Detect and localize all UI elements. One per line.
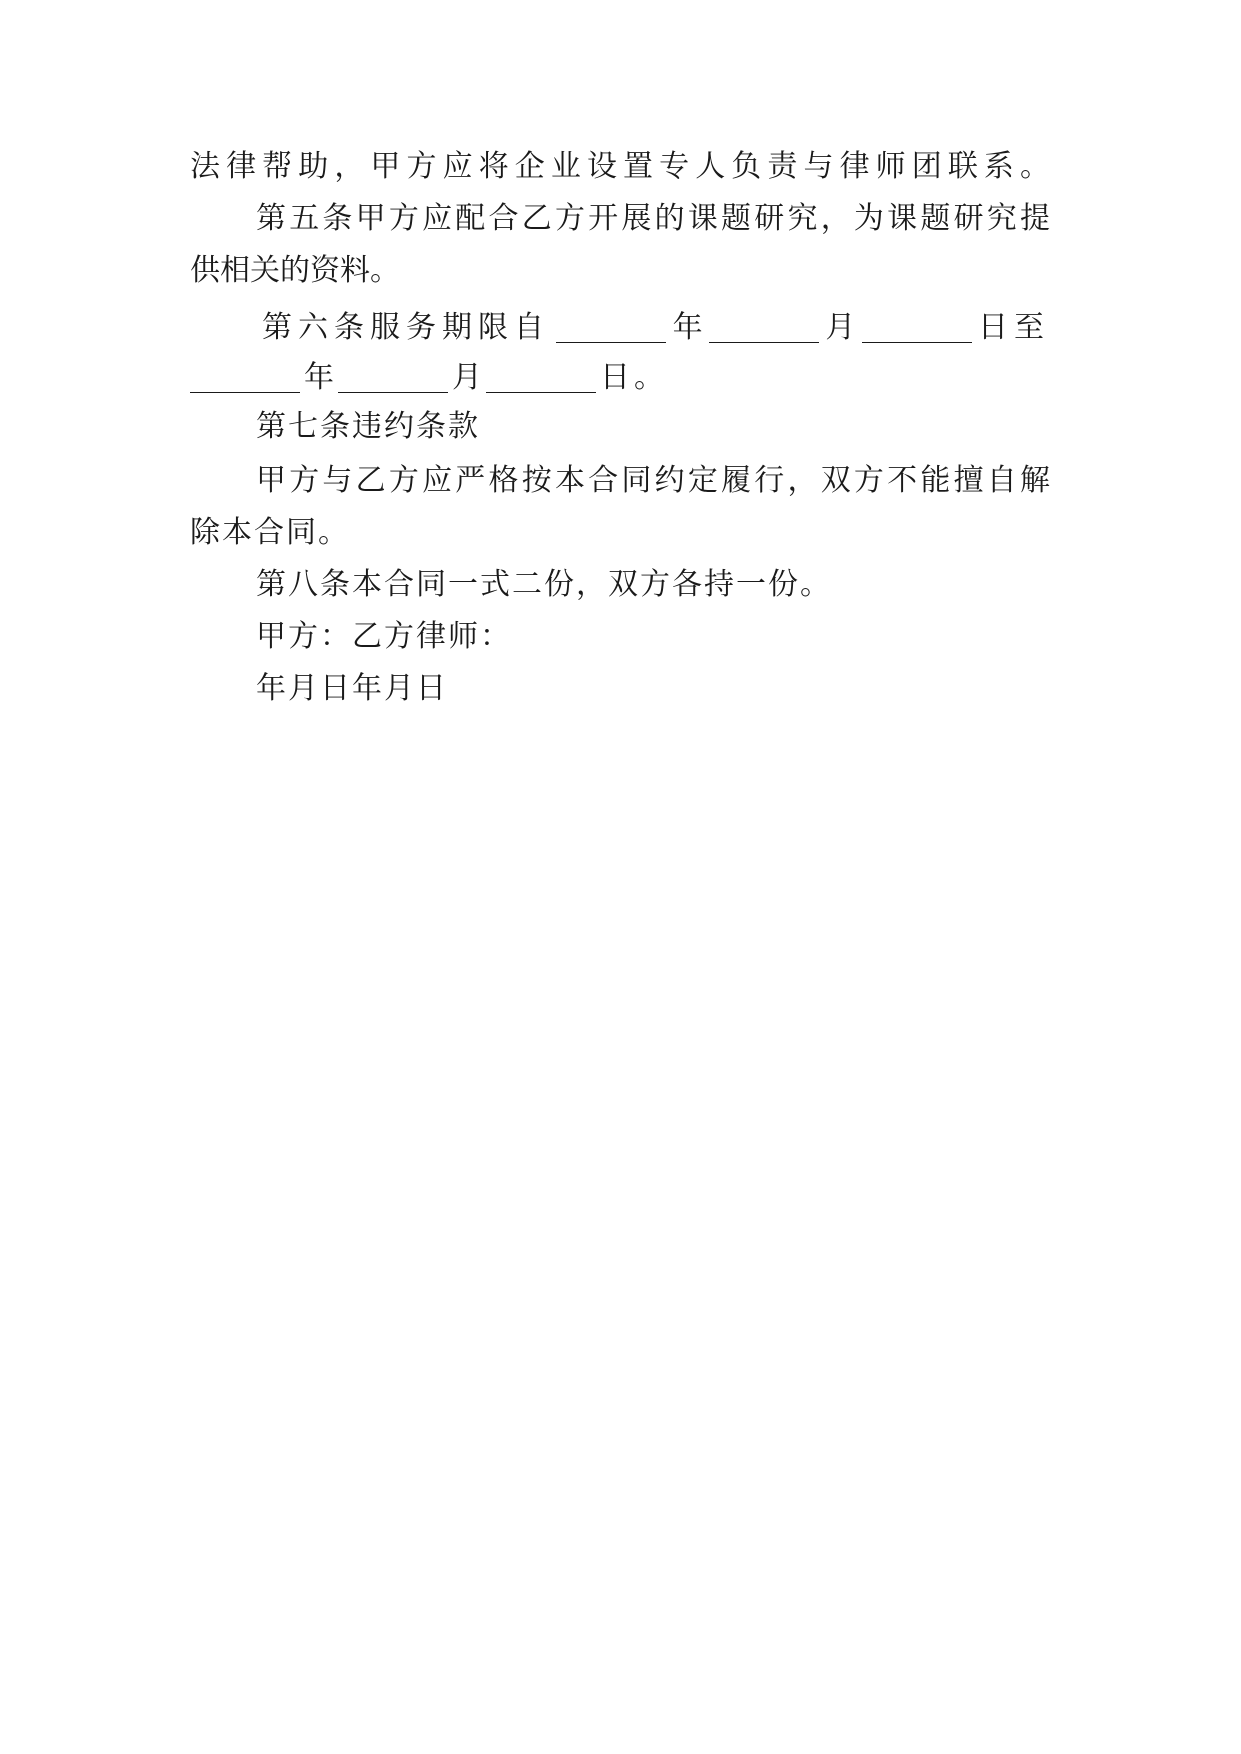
article-6-prefix: 第六条服务期限自 [262,309,550,345]
end-day-label: 日。 [600,359,668,395]
article-8-line: 第八条本合同一式二份，双方各持一份。 [256,567,832,602]
start-year-blank [556,310,666,343]
end-year-label: 年 [304,359,334,395]
end-month-blank [338,360,448,393]
article-7-body-line-1: 甲方与乙方应严格按本合同约定履行，双方不能擅自解 [256,463,1050,498]
end-month-label: 月 [452,359,482,395]
article-7-heading: 第七条违约条款 [256,409,480,444]
start-year-label: 年 [672,309,703,345]
article-5-line-2: 供相关的资料。 [190,253,400,288]
article-5-line-1: 第五条甲方应配合乙方开展的课题研究，为课题研究提 [256,201,1050,236]
start-month-label: 月 [825,309,856,345]
signature-parties-line: 甲方：乙方律师： [256,619,512,654]
start-day-blank [862,310,972,343]
signature-dates-line: 年月日年月日 [256,671,448,706]
end-year-blank [190,360,300,393]
article-7-body-line-2: 除本合同。 [190,515,350,550]
article-6-line-1 [262,310,1050,343]
start-month-blank [709,310,819,343]
end-day-blank [486,360,596,393]
start-day-to-label: 日至 [977,309,1050,345]
article-6-line-2 [190,360,1050,393]
paragraph-legal-help-line-1: 法律帮助，甲方应将企业设置专人负责与律师团联系。 [190,149,1050,184]
